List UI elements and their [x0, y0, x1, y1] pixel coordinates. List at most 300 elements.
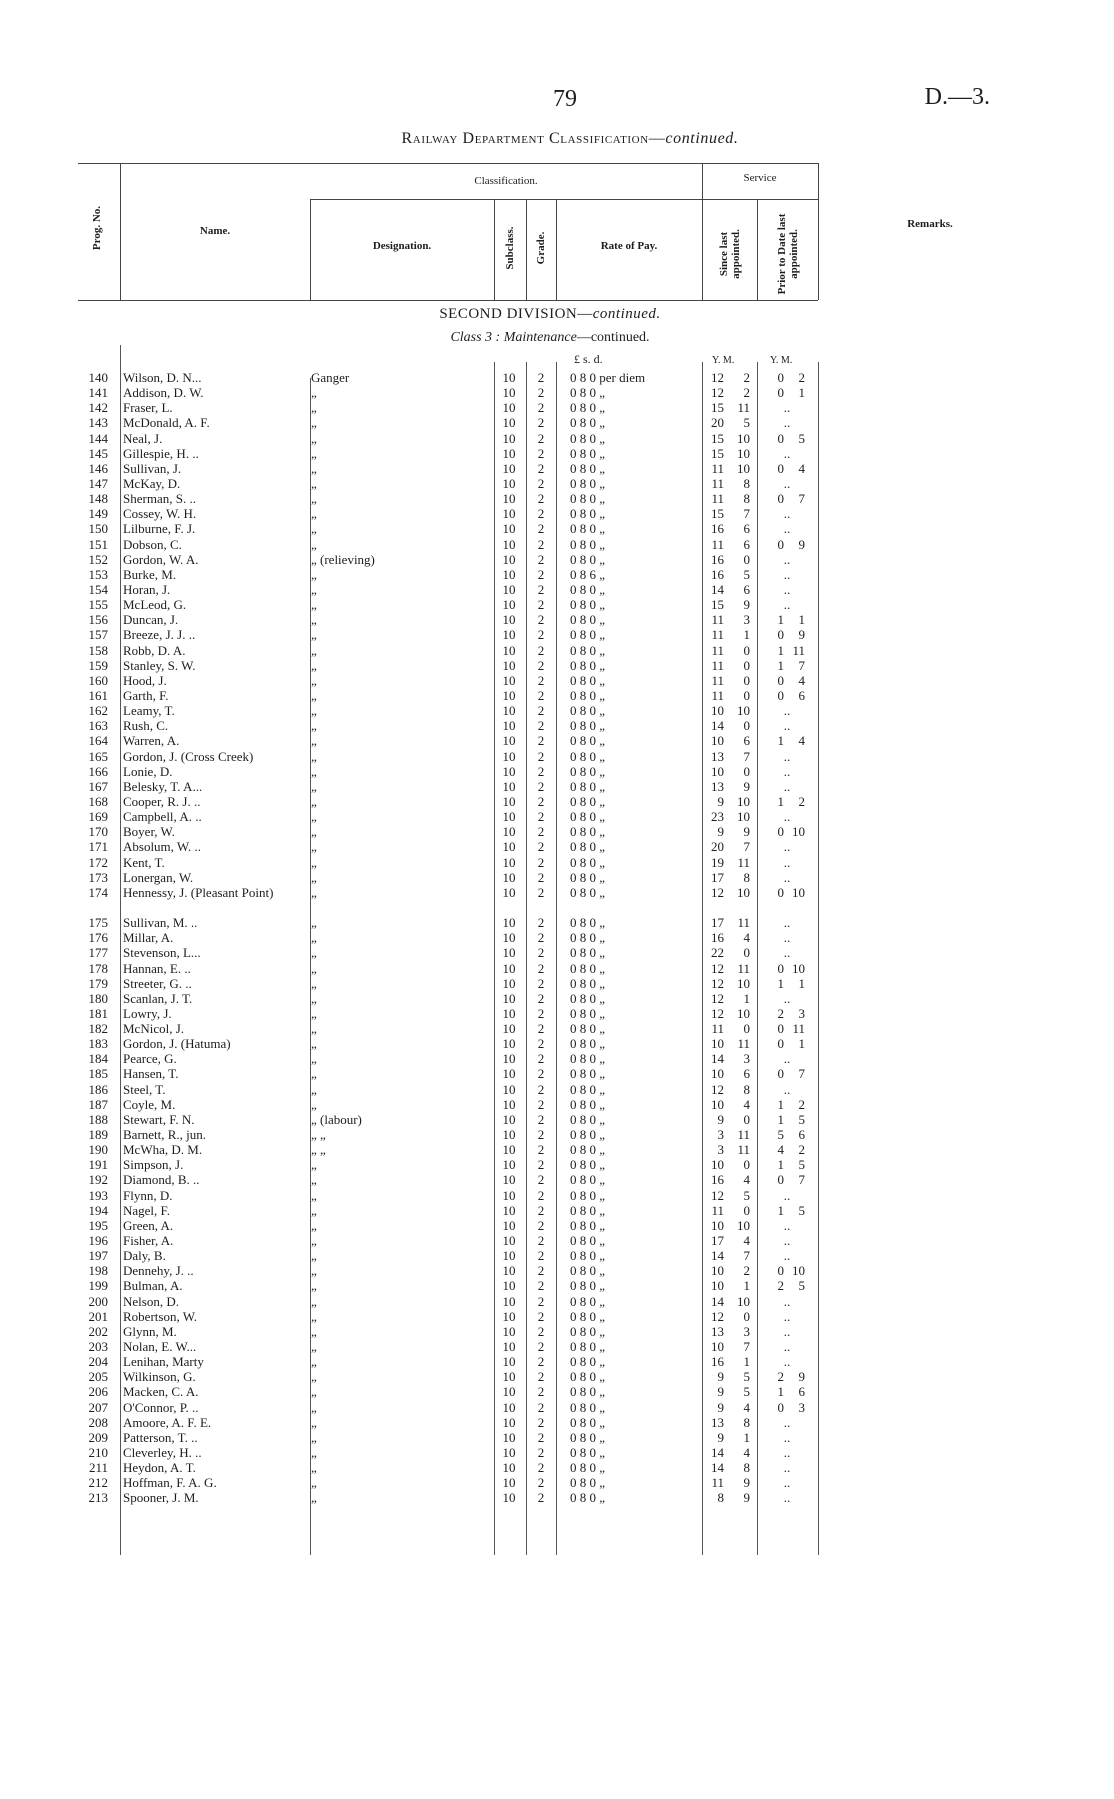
table-row — [0, 839, 1114, 854]
rate-of-pay: 0 8 0 „ — [570, 1127, 606, 1143]
prior-months: 11 — [792, 1021, 805, 1037]
rate-of-pay: 0 8 0 „ — [570, 1369, 606, 1385]
grade: 2 — [537, 930, 545, 946]
grade: 2 — [537, 703, 545, 719]
designation: „ — [311, 1445, 317, 1460]
table-row — [0, 461, 1114, 476]
header-classification: Classification. — [474, 175, 538, 187]
rate-of-pay: 0 8 0 „ — [570, 1490, 606, 1506]
designation: „ — [311, 1369, 317, 1385]
since-months: 2 — [743, 385, 750, 401]
employee-name: Sullivan, J. — [123, 460, 182, 476]
since-months: 8 — [743, 869, 750, 885]
prior-service-none: .. — [783, 1248, 791, 1264]
prior-years: 1 — [777, 1096, 784, 1112]
prog-no: 191 — [88, 1157, 108, 1173]
subclass: 10 — [502, 597, 516, 613]
class-name: Maintenance — [503, 330, 577, 345]
since-years: 15 — [711, 445, 724, 461]
table-row — [0, 1400, 1114, 1415]
since-years: 14 — [711, 718, 724, 734]
subclass: 10 — [502, 1217, 516, 1233]
prog-no: 141 — [88, 385, 108, 401]
subclass: 10 — [502, 1399, 516, 1415]
subclass: 10 — [502, 430, 516, 446]
subclass: 10 — [502, 1354, 516, 1370]
prior-service-none: .. — [783, 1339, 791, 1355]
rate-of-pay: 0 8 0 „ — [570, 581, 606, 597]
prog-no: 148 — [88, 491, 108, 507]
document-title — [250, 130, 890, 148]
rate-of-pay: 0 8 0 „ — [570, 1399, 606, 1415]
subclass: 10 — [502, 1429, 516, 1445]
subclass: 10 — [502, 1005, 516, 1021]
table-row — [0, 400, 1114, 415]
subclass: 10 — [502, 445, 516, 461]
grade: 2 — [537, 1460, 545, 1476]
prior-service-none: .. — [783, 1323, 791, 1339]
subclass: 10 — [502, 1384, 516, 1400]
rate-of-pay: 0 8 0 „ — [570, 1475, 606, 1491]
employee-name: Sullivan, M. .. — [123, 915, 198, 931]
prior-service-none: .. — [783, 839, 791, 855]
since-months: 9 — [743, 824, 750, 840]
since-years: 16 — [711, 1354, 724, 1370]
rate-of-pay: 0 8 0 „ — [570, 1263, 606, 1279]
table-row — [0, 733, 1114, 748]
grade: 2 — [537, 1429, 545, 1445]
since-years: 16 — [711, 1172, 724, 1188]
prior-months: 3 — [798, 1005, 805, 1021]
since-years: 12 — [711, 884, 724, 900]
prog-no: 189 — [88, 1127, 108, 1143]
prog-no: 175 — [88, 915, 108, 931]
since-months: 10 — [737, 975, 750, 991]
since-months: 1 — [743, 1429, 750, 1445]
grade: 2 — [537, 884, 545, 900]
rate-of-pay: 0 8 0 „ — [570, 839, 606, 855]
rate-of-pay: 0 8 0 „ — [570, 718, 606, 734]
prior-months: 7 — [798, 657, 805, 673]
since-months: 9 — [743, 778, 750, 794]
designation: „ — [311, 415, 317, 431]
rate-of-pay: 0 8 0 „ — [570, 733, 606, 749]
table-row — [0, 370, 1114, 385]
rate-of-pay: 0 8 0 „ — [570, 960, 606, 976]
since-years: 16 — [711, 930, 724, 946]
since-years: 17 — [711, 869, 724, 885]
employee-name: Amoore, A. F. E. — [123, 1414, 212, 1430]
designation: „ — [311, 869, 317, 885]
since-years: 13 — [711, 778, 724, 794]
prog-no: 186 — [88, 1081, 108, 1097]
employee-name: Burke, M. — [123, 566, 177, 582]
designation: „ — [311, 930, 317, 946]
grade: 2 — [537, 627, 545, 643]
since-years: 11 — [711, 612, 724, 628]
prior-months: 4 — [798, 733, 805, 749]
header-designation: Designation. — [372, 240, 432, 252]
since-months: 9 — [743, 1490, 750, 1506]
prog-no: 181 — [88, 1005, 108, 1021]
employee-name: Campbell, A. .. — [123, 809, 202, 825]
since-months: 10 — [737, 1005, 750, 1021]
prior-months: 6 — [798, 1384, 805, 1400]
designation: „ — [311, 1293, 317, 1309]
since-years: 13 — [711, 1323, 724, 1339]
grade: 2 — [537, 1293, 545, 1309]
prog-no: 195 — [88, 1217, 108, 1233]
prior-years: 1 — [777, 1202, 784, 1218]
rate-of-pay: 0 8 0 „ — [570, 1157, 606, 1173]
subclass: 10 — [502, 1233, 516, 1249]
designation: „ „ — [311, 1142, 326, 1158]
table-row — [0, 1415, 1114, 1430]
rate-of-pay: 0 8 0 „ — [570, 491, 606, 507]
prog-no: 197 — [88, 1248, 108, 1264]
grade: 2 — [537, 370, 545, 385]
grade: 2 — [537, 915, 545, 931]
prior-service-none: .. — [783, 718, 791, 734]
subclass: 10 — [502, 1490, 516, 1506]
since-years: 9 — [717, 1369, 724, 1385]
units-pay: £ s. d. — [574, 352, 603, 366]
designation: „ — [311, 763, 317, 779]
table-row — [0, 1369, 1114, 1384]
employee-name: Lonie, D. — [123, 763, 173, 779]
prog-no: 165 — [88, 748, 108, 764]
table-row — [0, 506, 1114, 521]
subclass: 10 — [502, 1323, 516, 1339]
employee-name: Simpson, J. — [123, 1157, 184, 1173]
prior-years: 5 — [777, 1127, 784, 1143]
subclass: 10 — [502, 1445, 516, 1460]
prog-no: 156 — [88, 612, 108, 628]
prog-no: 180 — [88, 990, 108, 1006]
subclass: 10 — [502, 733, 516, 749]
prior-service-none: .. — [783, 521, 791, 537]
employee-name: Barnett, R., jun. — [123, 1127, 207, 1143]
subclass: 10 — [502, 930, 516, 946]
prog-no: 205 — [88, 1369, 108, 1385]
prior-service-none: .. — [783, 1293, 791, 1309]
table-row — [0, 582, 1114, 597]
grade: 2 — [537, 1278, 545, 1294]
grade: 2 — [537, 1217, 545, 1233]
rate-of-pay: 0 8 0 „ — [570, 975, 606, 991]
grade: 2 — [537, 869, 545, 885]
designation: „ — [311, 1021, 317, 1037]
subclass: 10 — [502, 475, 516, 491]
grade: 2 — [537, 1021, 545, 1037]
employee-name: Stewart, F. N. — [123, 1111, 195, 1127]
prog-no: 211 — [88, 1460, 108, 1476]
since-months: 10 — [737, 460, 750, 476]
table-row — [0, 1248, 1114, 1263]
since-years: 10 — [711, 1036, 724, 1052]
designation: „ — [311, 1490, 317, 1506]
designation: „ — [311, 809, 317, 825]
designation: „ — [311, 1066, 317, 1082]
prior-service-none: .. — [783, 1414, 791, 1430]
designation: „ — [311, 581, 317, 597]
since-years: 17 — [711, 1233, 724, 1249]
title-main: Railway Department Classification — [401, 130, 649, 147]
table-row — [0, 1112, 1114, 1127]
designation: „ — [311, 824, 317, 840]
prior-months: 1 — [798, 975, 805, 991]
rate-of-pay: 0 8 0 „ — [570, 1202, 606, 1218]
grade: 2 — [537, 763, 545, 779]
since-months: 11 — [737, 915, 750, 931]
rate-of-pay: 0 8 0 „ — [570, 1278, 606, 1294]
subclass: 10 — [502, 763, 516, 779]
designation: „ — [311, 1263, 317, 1279]
subclass: 10 — [502, 824, 516, 840]
grade: 2 — [537, 672, 545, 688]
employee-name: Absolum, W. .. — [123, 839, 202, 855]
employee-name: Gordon, W. A. — [123, 551, 199, 567]
title-continued: continued. — [665, 130, 739, 147]
since-months: 0 — [743, 945, 750, 961]
grade: 2 — [537, 945, 545, 961]
designation: „ — [311, 915, 317, 931]
subclass: 10 — [502, 1036, 516, 1052]
prog-no: 184 — [88, 1051, 108, 1067]
prior-months: 5 — [798, 1111, 805, 1127]
since-years: 12 — [711, 1081, 724, 1097]
prior-service-none: .. — [783, 445, 791, 461]
rate-of-pay: 0 8 0 „ — [570, 642, 606, 658]
employee-name: Steel, T. — [123, 1081, 166, 1097]
subclass: 10 — [502, 1460, 516, 1476]
prog-no: 169 — [88, 809, 108, 825]
prog-no: 140 — [88, 370, 108, 385]
since-years: 11 — [711, 491, 724, 507]
since-months: 8 — [743, 491, 750, 507]
subclass: 10 — [502, 718, 516, 734]
prior-service-none: .. — [783, 475, 791, 491]
employee-name: Nolan, E. W... — [123, 1339, 197, 1355]
prior-months: 9 — [798, 627, 805, 643]
prior-years: 1 — [777, 657, 784, 673]
since-months: 9 — [743, 597, 750, 613]
subclass: 10 — [502, 1172, 516, 1188]
since-months: 6 — [743, 733, 750, 749]
since-months: 6 — [743, 521, 750, 537]
rate-of-pay: 0 8 0 „ — [570, 1460, 606, 1476]
grade: 2 — [537, 657, 545, 673]
subclass: 10 — [502, 1142, 516, 1158]
prior-years: 0 — [777, 1399, 784, 1415]
rate-of-pay: 0 8 0 „ — [570, 990, 606, 1006]
since-years: 12 — [711, 975, 724, 991]
subclass: 10 — [502, 809, 516, 825]
employee-name: Gordon, J. (Hatuma) — [123, 1036, 231, 1052]
prior-years: 1 — [777, 1384, 784, 1400]
employee-name: Daly, B. — [123, 1248, 166, 1264]
grade: 2 — [537, 1233, 545, 1249]
prior-service-none: .. — [783, 778, 791, 794]
prior-service-none: .. — [783, 930, 791, 946]
prior-service-none: .. — [783, 551, 791, 567]
designation: „ — [311, 1429, 317, 1445]
since-months: 6 — [743, 536, 750, 552]
rate-of-pay: 0 8 0 „ — [570, 915, 606, 931]
prior-months: 7 — [798, 1066, 805, 1082]
rate-of-pay: 0 8 0 „ — [570, 430, 606, 446]
employee-name: McDonald, A. F. — [123, 415, 210, 431]
since-years: 11 — [711, 627, 724, 643]
since-years: 11 — [711, 1021, 724, 1037]
grade: 2 — [537, 778, 545, 794]
since-years: 11 — [711, 1202, 724, 1218]
units-prior: Y. M. — [770, 355, 793, 366]
designation: „ — [311, 536, 317, 552]
since-months: 4 — [743, 930, 750, 946]
grade: 2 — [537, 990, 545, 1006]
page-number: 79 — [553, 86, 577, 112]
prior-months: 1 — [798, 1036, 805, 1052]
since-years: 13 — [711, 1414, 724, 1430]
employee-name: Duncan, J. — [123, 612, 179, 628]
prog-no: 177 — [88, 945, 108, 961]
rate-of-pay: 0 8 0 „ — [570, 1354, 606, 1370]
since-months: 5 — [743, 415, 750, 431]
prior-months: 5 — [798, 1157, 805, 1173]
prior-months: 5 — [798, 1202, 805, 1218]
since-years: 10 — [711, 1339, 724, 1355]
since-months: 5 — [743, 1384, 750, 1400]
prog-no: 170 — [88, 824, 108, 840]
rate-of-pay: 0 8 0 per diem — [570, 370, 646, 385]
prior-service-none: .. — [783, 1187, 791, 1203]
designation: „ (labour) — [311, 1111, 362, 1127]
since-months: 0 — [743, 1157, 750, 1173]
since-years: 13 — [711, 748, 724, 764]
grade: 2 — [537, 1490, 545, 1506]
subclass: 10 — [502, 1066, 516, 1082]
table-row — [0, 915, 1114, 930]
prior-years: 2 — [777, 1278, 784, 1294]
since-months: 10 — [737, 884, 750, 900]
since-years: 11 — [711, 475, 724, 491]
since-years: 16 — [711, 566, 724, 582]
prior-service-none: .. — [783, 1354, 791, 1370]
designation: „ — [311, 1172, 317, 1188]
prior-service-none: .. — [783, 1490, 791, 1506]
employee-name: Hannan, E. .. — [123, 960, 191, 976]
table-row — [0, 521, 1114, 536]
prog-no: 161 — [88, 687, 108, 703]
subclass: 10 — [502, 551, 516, 567]
grade: 2 — [537, 1081, 545, 1097]
table-row — [0, 1490, 1114, 1505]
prior-years: 1 — [777, 793, 784, 809]
division-name: SECOND DIVISION— — [439, 306, 593, 322]
prior-service-none: .. — [783, 1445, 791, 1460]
since-months: 5 — [743, 566, 750, 582]
prog-no: 192 — [88, 1172, 108, 1188]
subclass: 10 — [502, 884, 516, 900]
prog-no: 162 — [88, 703, 108, 719]
prog-no: 190 — [88, 1142, 108, 1158]
grade: 2 — [537, 1475, 545, 1491]
header-remarks: Remarks. — [907, 218, 953, 230]
designation: „ — [311, 1036, 317, 1052]
employee-name: Leamy, T. — [123, 703, 175, 719]
subclass: 10 — [502, 385, 516, 401]
header-rate-of-pay: Rate of Pay. — [600, 240, 658, 252]
prog-no: 202 — [88, 1323, 108, 1339]
prior-service-none: .. — [783, 915, 791, 931]
employee-name: Pearce, G. — [123, 1051, 177, 1067]
since-months: 0 — [743, 642, 750, 658]
prog-no: 168 — [88, 793, 108, 809]
prior-service-none: .. — [783, 854, 791, 870]
since-years: 3 — [717, 1127, 724, 1143]
since-years: 9 — [717, 793, 724, 809]
employee-name: Dennehy, J. .. — [123, 1263, 194, 1279]
since-months: 11 — [737, 1142, 750, 1158]
prog-no: 145 — [88, 445, 108, 461]
grade: 2 — [537, 581, 545, 597]
prog-no: 194 — [88, 1202, 108, 1218]
since-years: 14 — [711, 1460, 724, 1476]
since-years: 11 — [711, 657, 724, 673]
table-row — [0, 1157, 1114, 1172]
subclass: 10 — [502, 460, 516, 476]
prior-months: 2 — [798, 1142, 805, 1158]
since-months: 7 — [743, 1339, 750, 1355]
since-years: 15 — [711, 506, 724, 522]
since-months: 4 — [743, 1233, 750, 1249]
prior-years: 0 — [777, 536, 784, 552]
grade: 2 — [537, 1384, 545, 1400]
since-months: 0 — [743, 1021, 750, 1037]
designation: „ — [311, 1233, 317, 1249]
rate-of-pay: 0 8 0 „ — [570, 1308, 606, 1324]
rate-of-pay: 0 8 0 „ — [570, 1293, 606, 1309]
designation: „ — [311, 521, 317, 537]
employee-name: Stanley, S. W. — [123, 657, 196, 673]
rate-of-pay: 0 8 0 „ — [570, 1066, 606, 1082]
grade: 2 — [537, 1263, 545, 1279]
prior-service-none: .. — [783, 1460, 791, 1476]
prior-years: 0 — [777, 1172, 784, 1188]
prior-service-none: .. — [783, 990, 791, 1006]
prior-years: 4 — [777, 1142, 784, 1158]
table-body — [0, 370, 1114, 1506]
prior-service-none: .. — [783, 748, 791, 764]
subclass: 10 — [502, 506, 516, 522]
table-row — [0, 991, 1114, 1006]
rate-of-pay: 0 8 0 „ — [570, 536, 606, 552]
subclass: 10 — [502, 1293, 516, 1309]
table-row — [0, 1097, 1114, 1112]
employee-name: Streeter, G. .. — [123, 975, 192, 991]
prior-months: 10 — [792, 1263, 805, 1279]
employee-name: Belesky, T. A... — [123, 778, 203, 794]
grade: 2 — [537, 733, 545, 749]
prog-no: 151 — [88, 536, 108, 552]
designation: „ — [311, 1081, 317, 1097]
since-years: 11 — [711, 672, 724, 688]
table-row — [0, 643, 1114, 658]
subclass: 10 — [502, 612, 516, 628]
employee-name: Fisher, A. — [123, 1233, 174, 1249]
table-row — [0, 491, 1114, 506]
